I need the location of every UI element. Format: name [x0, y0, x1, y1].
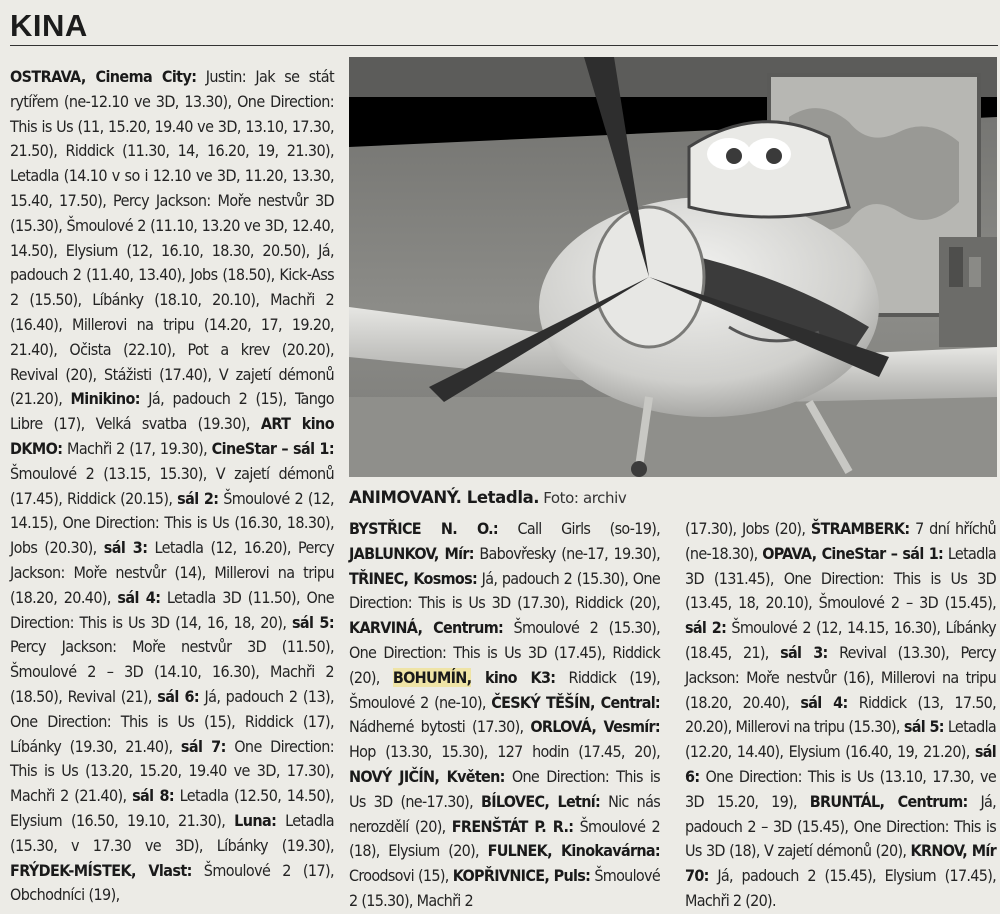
- showtimes-text: Šmoulové 2 (15.30), Machři 2: [349, 866, 660, 910]
- venue-label: sál 2:: [685, 618, 727, 638]
- showtimes-text: 7 dní hříchů (ne-18.30),: [685, 519, 996, 563]
- venue-label: ART kino DKMO:: [10, 414, 335, 458]
- venue-label: KARVINÁ, Centrum:: [349, 618, 504, 638]
- venue-label: Luna:: [234, 810, 277, 830]
- venue-label: JABLUNKOV, Mír:: [349, 543, 474, 563]
- showtimes-text: Šmoulové 2 (12, 14.15), One Direction: This is Us (16.30, 18.30), Jobs (20.30),: [10, 488, 334, 558]
- showtimes-text: Šmoulové 2 (15.30), One Direction: This is Us 3D (17.45), Riddick (20),: [349, 618, 660, 687]
- showtimes-text: One Direction: This is Us (13.10, 17.30, ve 3D 15.20, 19),: [685, 766, 996, 811]
- venue-label: sál 7:: [180, 736, 226, 756]
- venue-label: KRNOV, Mír 70:: [685, 841, 996, 886]
- photo-caption: [349, 488, 626, 507]
- venue-label: BYSTŘICE N. O.:: [349, 519, 498, 538]
- showtimes-text: Call Girls (so-19),: [497, 519, 660, 538]
- venue-label: BRUNTÁL, Centrum:: [809, 791, 968, 811]
- caption-credit: Foto: archiv: [543, 489, 627, 507]
- showtimes-text: Šmoulové 2 (12, 14.15, 16.30), Líbánky (18.45, 21),: [685, 618, 996, 662]
- venue-label: ČESKÝ TĚŠÍN, Central:: [491, 692, 660, 712]
- showtimes-text: Riddick (13, 17.50, 20.20), Millerovi na tripu (15.30),: [685, 692, 996, 737]
- plane-illustration: [349, 57, 997, 477]
- showtimes-text: Já, padouch 2 – 3D (15.45), One Direction: This is Us 3D (18), V zajetí démonů (20),: [685, 791, 997, 861]
- venue-label: KOPŘIVNICE, Puls:: [452, 866, 591, 886]
- showtimes-text: Šmoulové 2 (18), Elysium (20),: [349, 816, 660, 861]
- venue-label: FRENŠTÁT P. R.:: [451, 816, 574, 836]
- venue-label: ORLOVÁ, Vesmír:: [530, 717, 660, 737]
- showtimes-text: Revival (13.30), Percy Jackson: Moře nestvůr (16), Millerovi na tripu (18.20, 20.40),: [685, 642, 996, 712]
- showtimes-text: Já, padouch 2 (15.30), One Direction: This is Us 3D (17.30), Riddick (20),: [349, 568, 660, 613]
- showtimes-text: Babovřesky (ne-17, 19.30),: [473, 543, 661, 563]
- showtimes-text: Já, padouch 2 (13), One Direction: This is Us (15), Riddick (17), Líbánky (19.30, 21.40),: [10, 686, 334, 756]
- venue-label: sál 6:: [157, 686, 200, 706]
- showtimes-text: Machři 2 (17, 19.30),: [62, 438, 212, 458]
- showtimes-text: Letadla (15.30, v 17.30 ve 3D), Líbánky (19.30),: [10, 810, 334, 855]
- showtimes-text: Riddick (19), Šmoulové 2 (ne-10),: [349, 667, 660, 712]
- venue-label: OPAVA, CineStar – sál 1:: [762, 543, 944, 563]
- venue-label-highlighted: BOHUMÍN,: [392, 667, 472, 687]
- showtimes-text: Letadla (12, 16.20), Percy Jackson: Moře nestvůr (14), Millerovi na tripu (18.20, 20.40),: [10, 538, 334, 607]
- listings-column-2: [349, 517, 660, 914]
- venue-label: FULNEK, Kinokavárna:: [487, 841, 660, 861]
- showtimes-text: Letadla 3D (11.50), One Direction: This is Us 3D (14, 16, 18, 20),: [10, 587, 334, 632]
- venue-label: sál 4:: [800, 692, 848, 712]
- venue-label: OSTRAVA, Cinema City:: [10, 67, 197, 86]
- venue-label: FRÝDEK-MÍSTEK, Vlast:: [10, 860, 192, 880]
- venue-label: kino K3:: [471, 667, 556, 687]
- venue-label: sál 6:: [685, 742, 996, 786]
- venue-label: sál 8:: [132, 786, 175, 806]
- showtimes-text: Nádherné bytosti (17.30),: [349, 717, 531, 737]
- showtimes-text: Nic nás nerozdělí (20),: [349, 791, 660, 836]
- showtimes-text: Justin: Jak se stát rytířem (ne-12.10 ve 3D, 13.30), One Direction: This is Us (11, 15.20, 19.40 ve 3D, 13.10, 17.30, 21.50), Riddick (11.30, 14, 16.20, 19, 21.30), Letadla (14.10 v so i 12.10 ve 3D, 11.20, 13.30, 15.40, 17.50), Percy Jackson: Moře nestvůr 3D (15.30), Šmoulové 2 (11.10, 13.20 ve 3D, 12.40, 14.50), Elysium (12, 16.10, 18.30, 20.50), Já, padouch 2 (11.40, 13.40), Jobs (18.50), Kick-Ass 2 (15.50), Líbánky (18.10, 20.10), Machři 2 (16.40), Millerovi na tripu (14.20, 17, 19.20, 21.40), Očista (22.10), Pot a krev (20.20), Revival (20), Stážisti (17.40), V zajetí démonů (21.20),: [10, 67, 334, 409]
- venue-label: TŘINEC, Kosmos:: [349, 568, 478, 588]
- showtimes-text: Letadla (12.20, 14.40), Elysium (16.40, 19, 21.20),: [685, 717, 996, 762]
- venue-label: sál 2:: [177, 488, 219, 508]
- venue-label: Minikino:: [70, 389, 140, 409]
- movie-still-photo: [349, 57, 997, 477]
- showtimes-text: Croodsovi (15),: [349, 866, 453, 886]
- venue-label: CineStar – sál 1:: [211, 438, 334, 458]
- venue-label: NOVÝ JIČÍN, Květen:: [349, 766, 505, 786]
- showtimes-text: Percy Jackson: Moře nestvůr 3D (11.50), Šmoulové 2 – 3D (14.10, 16.30), Machři 2 (18.50), Revival (21),: [10, 637, 334, 706]
- venue-label: ŠTRAMBERK:: [810, 519, 910, 538]
- listings-column-1: [10, 65, 334, 908]
- showtimes-text: Šmoulové 2 (13.15, 15.30), V zajetí démonů (17.45), Riddick (20.15),: [10, 463, 334, 508]
- venue-label: sál 4:: [117, 587, 161, 607]
- listings-column-3: [685, 517, 996, 914]
- showtimes-text: Šmoulové 2 (17), Obchodníci (19),: [10, 860, 334, 905]
- showtimes-text: Já, padouch 2 (15.45), Elysium (17.45), Machři 2 (20).: [685, 866, 996, 910]
- caption-title: ANIMOVANÝ. Letadla.: [349, 488, 540, 507]
- venue-label: sál 3:: [780, 642, 828, 662]
- showtimes-text: Hop (13.30, 15.30), 127 hodin (17.45, 20),: [349, 742, 660, 762]
- section-heading: KINA: [10, 8, 88, 43]
- venue-label: sál 5:: [291, 612, 334, 632]
- heading-rule: [10, 45, 998, 46]
- showtimes-text: Letadla 3D (131.45), One Direction: This is Us 3D (13.45, 18, 20.10), Šmoulové 2 – 3D (15.45),: [685, 543, 996, 613]
- showtimes-text: One Direction: This is Us (13.20, 15.20, 19.40 ve 3D, 17.30), Machři 2 (21.40),: [10, 736, 334, 806]
- showtimes-text: Letadla (12.50, 14.50), Elysium (16.50, 19.10, 21.30),: [10, 786, 334, 830]
- showtimes-text: Já, padouch 2 (15), Tango Libre (17), Velká svatba (19.30),: [10, 389, 334, 434]
- venue-label: sál 3:: [103, 538, 148, 558]
- venue-label: BÍLOVEC, Letní:: [480, 791, 601, 811]
- venue-label: sál 5:: [903, 717, 944, 737]
- showtimes-text: (17.30), Jobs (20),: [685, 519, 811, 538]
- showtimes-text: One Direction: This is Us 3D (ne-17.30),: [349, 766, 660, 811]
